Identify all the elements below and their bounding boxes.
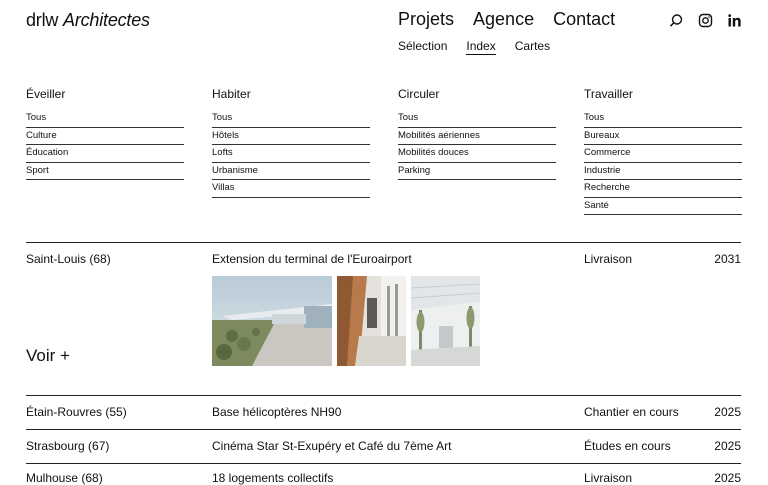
filter-item[interactable]: Tous [584, 110, 742, 128]
subnav-cartes[interactable]: Cartes [514, 39, 551, 53]
linkedin-icon[interactable] [727, 13, 742, 28]
project-year: 2031 [714, 252, 741, 266]
project-year: 2025 [714, 439, 741, 453]
project-image[interactable] [411, 276, 480, 366]
project-image[interactable] [337, 276, 406, 366]
subnav-selection[interactable]: Sélection [398, 39, 448, 53]
filter-item[interactable]: Industrie [584, 163, 742, 181]
filter-item[interactable]: Hôtels [212, 128, 370, 146]
filter-item[interactable]: Urbanisme [212, 163, 370, 181]
filter-item[interactable]: Villas [212, 180, 370, 198]
divider [26, 463, 741, 464]
project-year: 2025 [714, 471, 741, 485]
project-status: Chantier en cours [584, 405, 679, 419]
filter-item[interactable]: Sport [26, 163, 184, 181]
filter-item[interactable]: Mobilités douces [398, 145, 556, 163]
category-habiter [212, 87, 370, 198]
filter-item[interactable]: Recherche [584, 180, 742, 198]
project-city: Étain-Rouvres (55) [26, 405, 127, 419]
logo-part1: drlw [26, 10, 59, 30]
divider [26, 395, 741, 396]
instagram-icon[interactable] [698, 13, 713, 28]
divider [26, 429, 741, 430]
project-status: Livraison [584, 471, 633, 485]
main-nav [398, 9, 615, 30]
filter-item[interactable]: Lofts [212, 145, 370, 163]
filter-item[interactable]: Bureaux [584, 128, 742, 146]
filter-item[interactable]: Commerce [584, 145, 742, 163]
subnav-index[interactable]: Index [466, 39, 496, 53]
nav-contact[interactable]: Contact [553, 9, 616, 29]
category-title: Habiter [212, 87, 251, 101]
project-city: Mulhouse (68) [26, 471, 103, 485]
project-title[interactable]: Extension du terminal de l'Euroairport [212, 252, 412, 266]
filter-item[interactable]: Parking [398, 163, 556, 181]
divider [26, 242, 741, 243]
project-title[interactable]: 18 logements collectifs [212, 471, 334, 485]
search-icon[interactable] [669, 13, 684, 28]
category-title: Éveiller [26, 87, 66, 101]
filter-item[interactable]: Mobilités aériennes [398, 128, 556, 146]
category-title: Circuler [398, 87, 440, 101]
logo[interactable] [26, 10, 150, 31]
filter-item[interactable]: Tous [212, 110, 370, 128]
project-title[interactable]: Cinéma Star St-Exupéry et Café du 7ème Art [212, 439, 452, 453]
project-city: Strasbourg (67) [26, 439, 110, 453]
project-status: Livraison [584, 252, 633, 266]
filter-item[interactable]: Culture [26, 128, 184, 146]
sub-nav [398, 39, 550, 55]
filter-item[interactable]: Tous [398, 110, 556, 128]
voir-plus-button[interactable]: Voir + [26, 346, 70, 365]
project-status: Études en cours [584, 439, 671, 453]
project-city: Saint-Louis (68) [26, 252, 111, 266]
social-icons [669, 13, 742, 28]
project-title[interactable]: Base hélicoptères NH90 [212, 405, 342, 419]
nav-agence[interactable]: Agence [473, 9, 535, 29]
project-image[interactable] [212, 276, 332, 366]
category-circuler [398, 87, 556, 180]
category-title: Travailler [584, 87, 633, 101]
filter-item[interactable]: Éducation [26, 145, 184, 163]
logo-part2: Architectes [63, 10, 150, 30]
filter-item[interactable]: Santé [584, 198, 742, 216]
category-travailler [584, 87, 742, 215]
category-eveiller [26, 87, 184, 180]
filter-item[interactable]: Tous [26, 110, 184, 128]
project-year: 2025 [714, 405, 741, 419]
nav-projets[interactable]: Projets [398, 9, 455, 29]
